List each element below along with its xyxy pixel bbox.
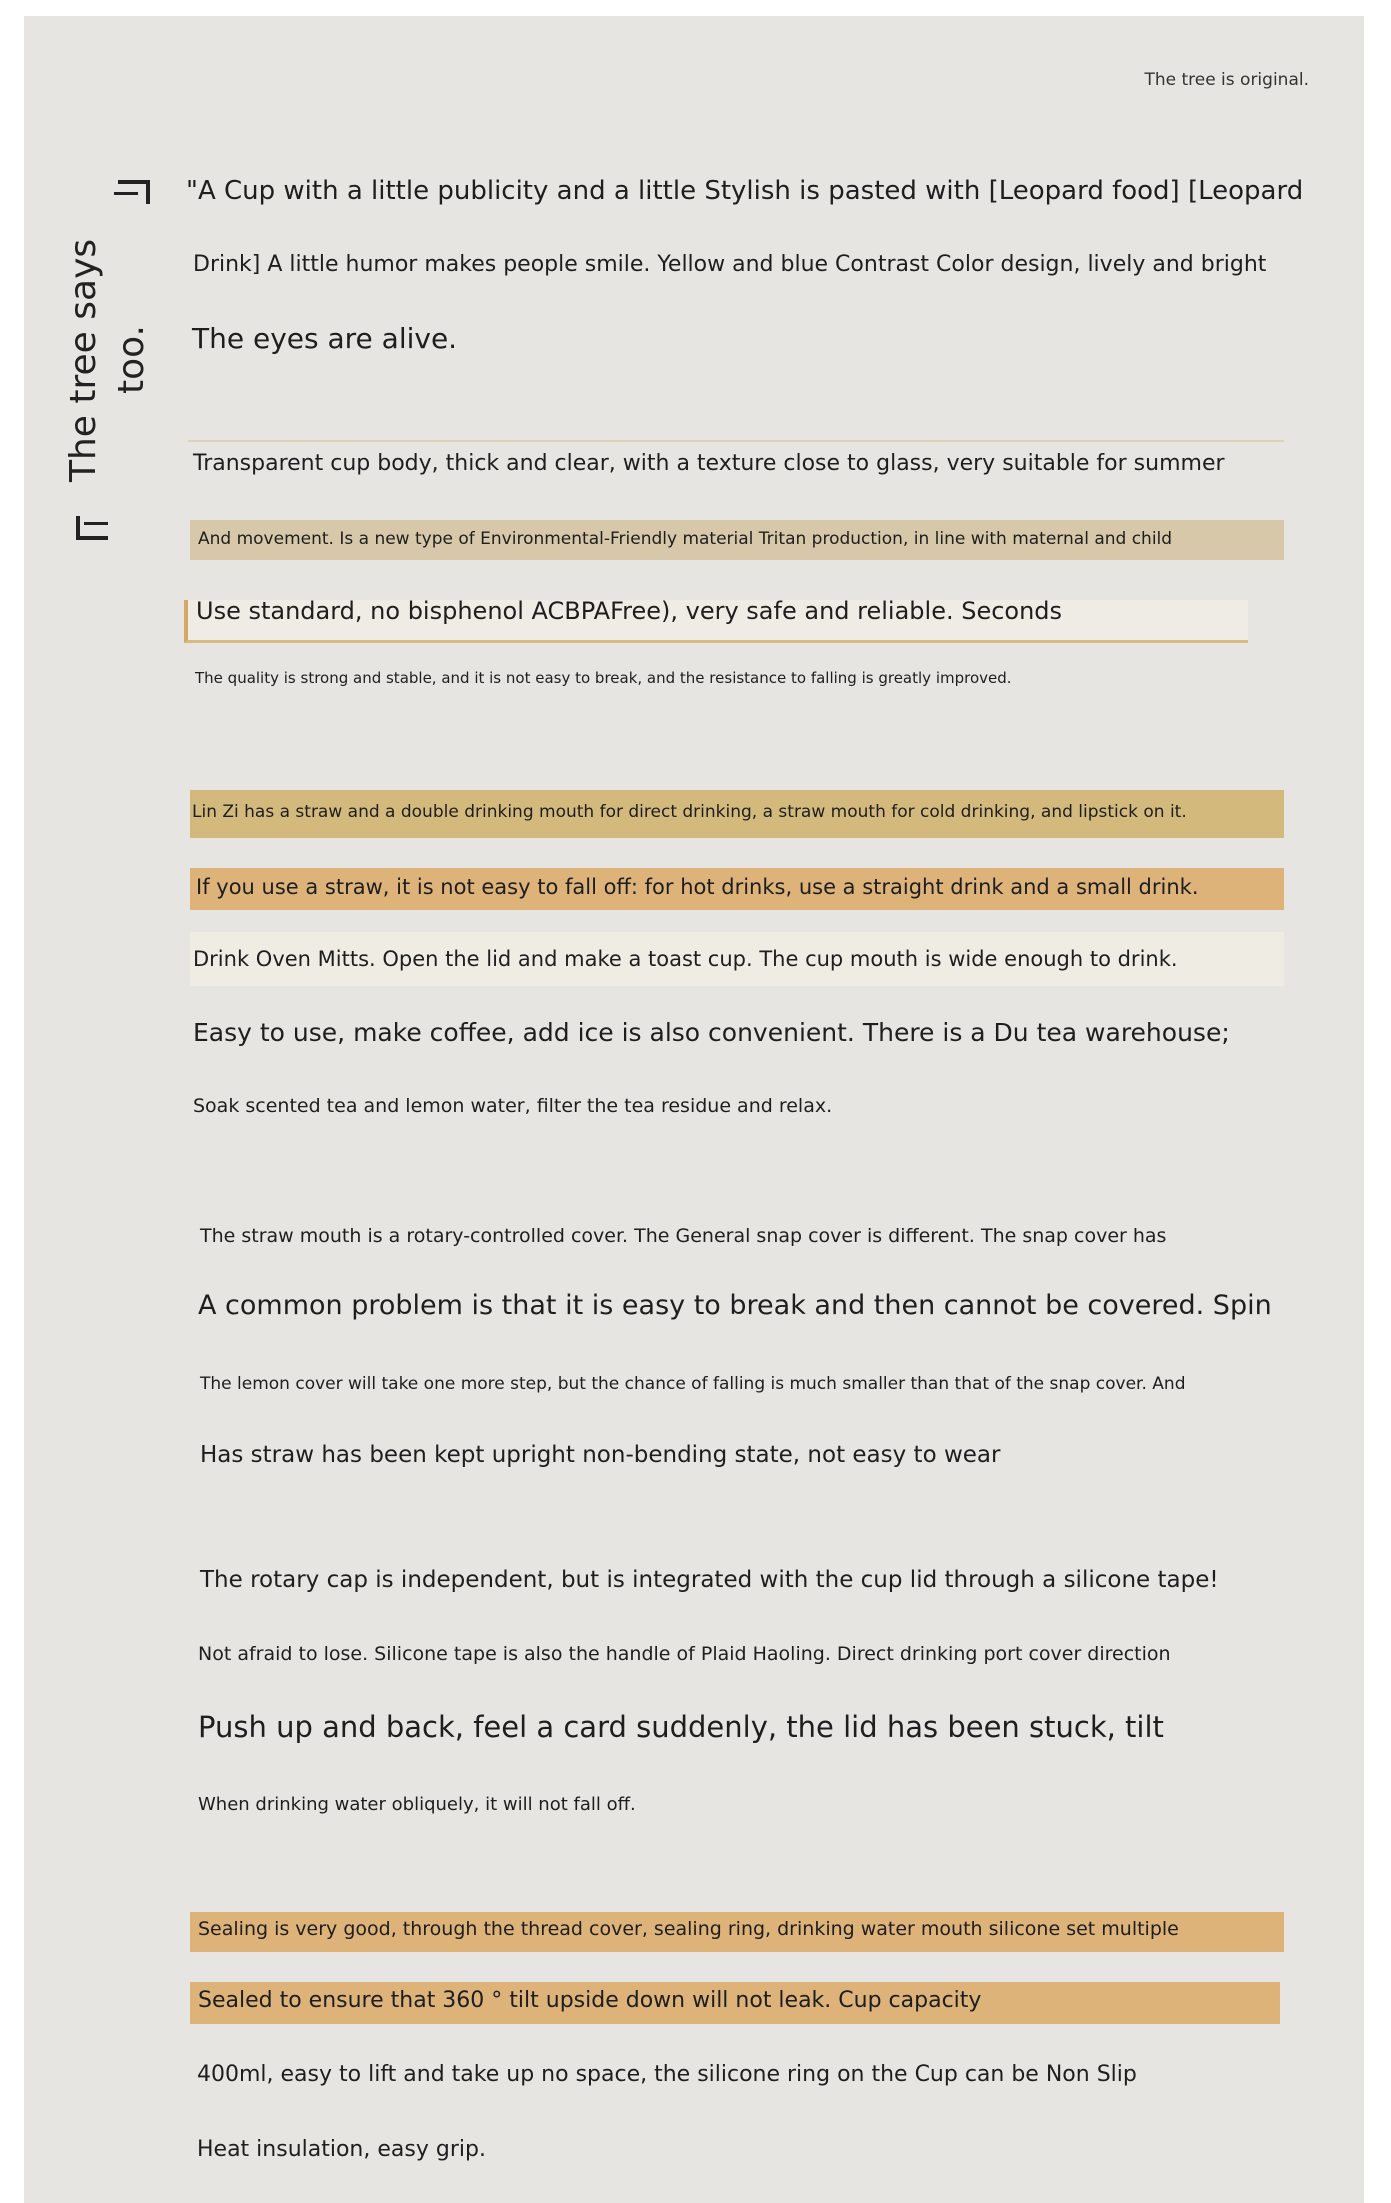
side-title bbox=[58, 180, 158, 540]
paragraph-line: Drink] A little humor makes people smile. Yellow and blue Contrast Color design, lively and bright bbox=[193, 252, 1267, 277]
paragraph-line: Transparent cup body, thick and clear, with a texture close to glass, very suitable for summer bbox=[193, 451, 1225, 476]
paragraph-line: The straw mouth is a rotary-controlled cover. The General snap cover is different. The snap cover has bbox=[200, 1225, 1167, 1247]
paragraph-line: A common problem is that it is easy to break and then cannot be covered. Spin bbox=[198, 1290, 1272, 1321]
bracket-bottom-icon bbox=[76, 516, 108, 540]
paragraph-line: Sealed to ensure that 360 ° tilt upside down will not leak. Cup capacity bbox=[198, 1988, 982, 2013]
paragraph-line: 400ml, easy to lift and take up no space, the silicone ring on the Cup can be Non Slip bbox=[197, 2062, 1137, 2087]
paragraph-line: Drink Oven Mitts. Open the lid and make a toast cup. The cup mouth is wide enough to drink. bbox=[193, 947, 1178, 971]
paragraph-line: Sealing is very good, through the thread cover, sealing ring, drinking water mouth silicone set multiple bbox=[198, 1918, 1179, 1940]
paragraph-line: Heat insulation, easy grip. bbox=[197, 2137, 486, 2162]
side-title-line2: too. bbox=[111, 325, 152, 395]
corner-note: The tree is original. bbox=[1144, 70, 1309, 90]
paragraph-line: The eyes are alive. bbox=[192, 322, 458, 355]
paragraph-line: If you use a straw, it is not easy to fall off: for hot drinks, use a straight drink and a small drink. bbox=[196, 875, 1199, 899]
paragraph-line: Use standard, no bisphenol ACBPAFree), very safe and reliable. Seconds bbox=[196, 597, 1063, 625]
paragraph-line: Not afraid to lose. Silicone tape is also the handle of Plaid Haoling. Direct drinking port cover direction bbox=[198, 1643, 1171, 1665]
paragraph-line: And movement. Is a new type of Environmental-Friendly material Tritan production, in line with maternal and child bbox=[198, 529, 1173, 549]
paragraph-line: The lemon cover will take one more step, but the chance of falling is much smaller than that of the snap cover. And bbox=[200, 1374, 1186, 1394]
paragraph-line: Lin Zi has a straw and a double drinking mouth for direct drinking, a straw mouth for cold drinking, and lipstick on it. bbox=[192, 802, 1187, 822]
bracket-top-icon bbox=[118, 180, 150, 204]
paragraph-line: The rotary cap is independent, but is integrated with the cup lid through a silicone tape! bbox=[200, 1567, 1219, 1593]
paragraph-line: Has straw has been kept upright non-bending state, not easy to wear bbox=[200, 1442, 1001, 1468]
paragraph-line: The quality is strong and stable, and it is not easy to break, and the resistance to falling is greatly improved. bbox=[195, 669, 1012, 687]
side-title-line1: The tree says bbox=[63, 238, 104, 482]
paragraph-line: Soak scented tea and lemon water, filter the tea residue and relax. bbox=[193, 1095, 833, 1117]
paragraph-line: Push up and back, feel a card suddenly, the lid has been stuck, tilt bbox=[198, 1710, 1164, 1744]
paragraph-line: Easy to use, make coffee, add ice is also convenient. There is a Du tea warehouse; bbox=[193, 1018, 1230, 1047]
paragraph-line: When drinking water obliquely, it will not fall off. bbox=[198, 1794, 636, 1815]
side-title-text bbox=[58, 220, 158, 500]
paragraph-line: "A Cup with a little publicity and a little Stylish is pasted with [Leopard food] [Leopard bbox=[186, 176, 1304, 206]
